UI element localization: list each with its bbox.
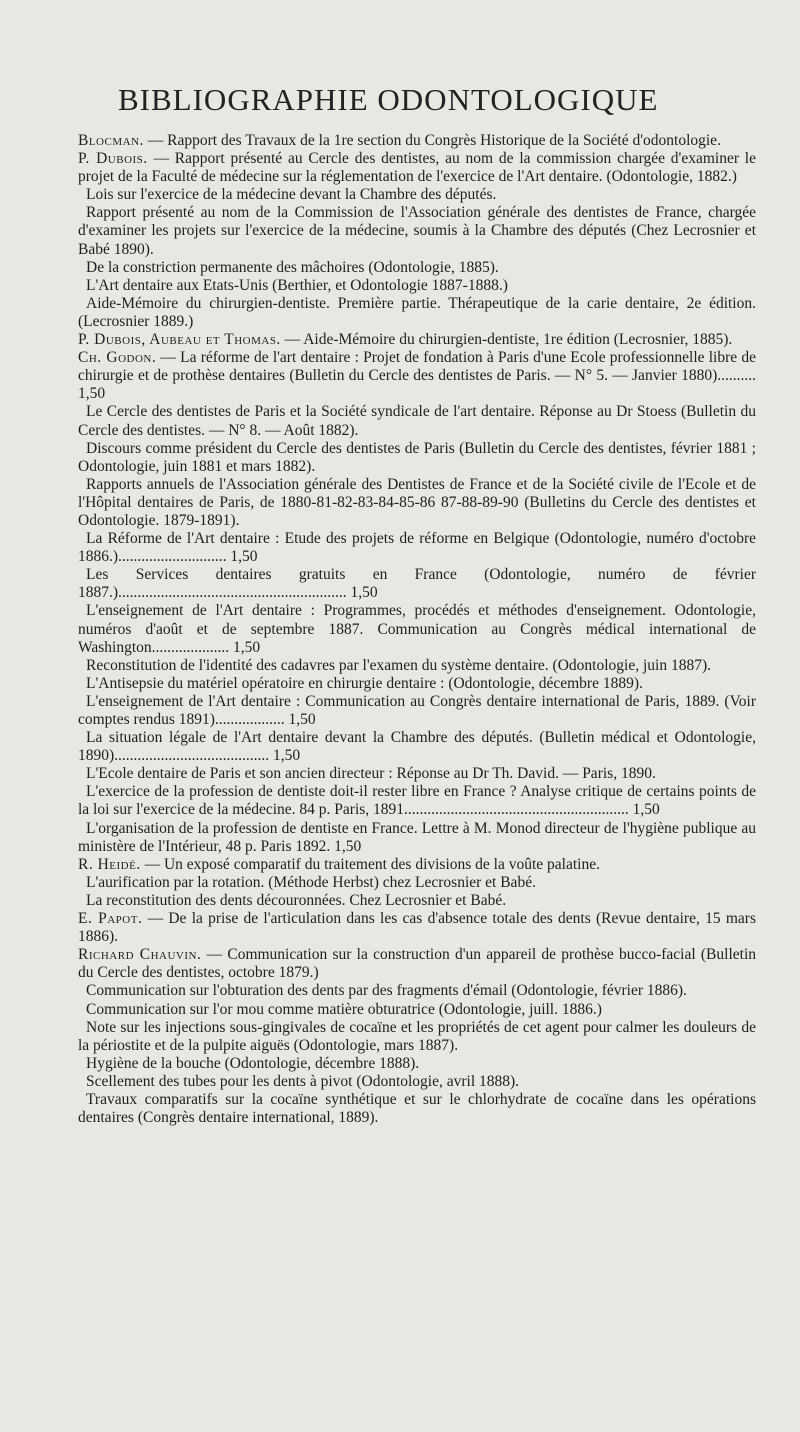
- bibliography-entry: [78, 295, 756, 331]
- bibliography-entry: [78, 874, 756, 892]
- bibliography-entry: [78, 259, 756, 277]
- entry-author: Ch. Godon.: [78, 349, 157, 367]
- bibliography-entry: [78, 1073, 756, 1091]
- bibliography-entry: [78, 530, 756, 566]
- bibliography-entry: [78, 1019, 756, 1055]
- bibliography-list: [78, 132, 756, 1127]
- bibliography-entry: [78, 440, 756, 476]
- entry-text: L'Art dentaire aux Etats-Unis (Berthier, et Odontologie 1887-1888.): [86, 276, 508, 294]
- entry-text: La situation légale de l'Art dentaire devant la Chambre des députés. (Bulletin médical et Odontologie, 1890)........................................ 1,50: [78, 729, 756, 765]
- bibliography-entry: [78, 403, 756, 439]
- bibliography-entry: [78, 1055, 756, 1073]
- bibliography-entry: [78, 150, 756, 186]
- bibliography-entry: [78, 657, 756, 675]
- entry-text: — Rapport des Travaux de la 1re section du Congrès Historique de la Société d'odontologie.: [143, 132, 721, 149]
- entry-text: Discours comme président du Cercle des dentistes de Paris (Bulletin du Cercle des dentistes, février 1881 ; Odontologie, juin 1881 et mars 1882).: [78, 439, 756, 475]
- bibliography-entry: [78, 946, 756, 982]
- bibliography-entry: [78, 331, 756, 349]
- bibliography-entry: [78, 1091, 756, 1127]
- entry-text: Communication sur l'obturation des dents par des fragments d'émail (Odontologie, février 1886).: [86, 982, 687, 1000]
- bibliography-entry: [78, 566, 756, 602]
- bibliography-entry: [78, 204, 756, 258]
- page-title: BIBLIOGRAPHIE ODONTOLOGIQUE: [118, 82, 659, 117]
- bibliography-entry: [78, 982, 756, 1000]
- entry-text: L'enseignement de l'Art dentaire : Programmes, procédés et méthodes d'enseignement. Odontologie, numéros d'août et de septembre 1887. Communication au Congrès médical international de Washington.................... 1,50: [78, 602, 756, 656]
- entry-author: E. Papot.: [78, 910, 143, 928]
- bibliography-entry: [78, 820, 756, 856]
- entry-author: Richard Chauvin.: [78, 946, 202, 964]
- entry-text: L'Antisepsie du matériel opératoire en chirurgie dentaire : (Odontologie, décembre 1889).: [86, 674, 643, 692]
- bibliography-entry: [78, 783, 756, 819]
- bibliography-entry: [78, 892, 756, 910]
- bibliography-entry: [78, 349, 756, 403]
- entry-text: Le Cercle des dentistes de Paris et la Société syndicale de l'art dentaire. Réponse au Dr Stoess (Bulletin du Cercle des dentistes. — N° 8. — Août 1882).: [78, 403, 756, 439]
- bibliography-entry: [78, 277, 756, 295]
- bibliography-entry: [78, 675, 756, 693]
- entry-author: R. Heidé.: [78, 855, 141, 873]
- entry-text: Scellement des tubes pour les dents à pivot (Odontologie, avril 1888).: [86, 1072, 520, 1090]
- bibliography-entry: [78, 856, 756, 874]
- entry-text: L'aurification par la rotation. (Méthode Herbst) chez Lecrosnier et Babé.: [86, 873, 536, 891]
- bibliography-entry: [78, 186, 756, 204]
- entry-text: — Aide-Mémoire du chirurgien-dentiste, 1re édition (Lecrosnier, 1885).: [280, 331, 733, 349]
- entry-text: L'enseignement de l'Art dentaire : Communication au Congrès dentaire international de Paris, 1889. (Voir comptes rendus 1891).................. 1,50: [78, 692, 756, 728]
- entry-text: Lois sur l'exercice de la médecine devant la Chambre des députés.: [86, 186, 497, 204]
- entry-text: La Réforme de l'Art dentaire : Etude des projets de réforme en Belgique (Odontologie, numéro d'octobre 1886.)............................ 1,50: [78, 530, 756, 566]
- entry-text: L'Ecole dentaire de Paris et son ancien directeur : Réponse au Dr Th. David. — Paris, 1890.: [86, 765, 656, 783]
- entry-text: L'organisation de la profession de dentiste en France. Lettre à M. Monod directeur de l'hygiène publique au ministère de l'Intérieur, 48 p. Paris 1892. 1,50: [78, 819, 756, 855]
- entry-text: Rapport présenté au nom de la Commission de l'Association générale des dentistes de France, chargée d'examiner les projets sur l'exercice de la médecine, soumis à la Chambre des députés (Chez Lecrosnier et Babé 1890).: [78, 204, 756, 258]
- bibliography-entry: [78, 1001, 756, 1019]
- entry-author: P. Dubois, Aubeau et Thomas.: [78, 331, 281, 349]
- entry-text: Rapports annuels de l'Association générale des Dentistes de France et de la Société civile de l'Ecole et de l'Hôpital dentaires de Paris, de 1880-81-82-83-84-85-86 87-88-89-90 (Bulletins du Cercle des dentistes et Odontologie. 1879-1891).: [78, 475, 756, 529]
- entry-text: — Communication sur la construction d'un appareil de prothèse bucco-facial (Bulletin du Cercle des dentistes, octobre 1879.): [78, 946, 756, 982]
- entry-text: Communication sur l'or mou comme matière obturatrice (Odontologie, juill. 1886.): [86, 1000, 602, 1018]
- entry-author: Blocman.: [78, 132, 144, 149]
- bibliography-entry: [78, 476, 756, 530]
- bibliography-entry: [78, 729, 756, 765]
- bibliography-entry: [78, 693, 756, 729]
- bibliography-entry: [78, 132, 756, 150]
- entry-text: Hygiène de la bouche (Odontologie, décembre 1888).: [86, 1054, 420, 1072]
- entry-text: Note sur les injections sous-gingivales de cocaïne et les propriétés de cet agent pour calmer les douleurs de la périostite et de la pulpite aiguës (Odontologie, mars 1887).: [78, 1018, 756, 1054]
- entry-author: P. Dubois.: [78, 150, 148, 168]
- entry-text: Travaux comparatifs sur la cocaïne synthétique et sur le chlorhydrate de cocaïne dans les opérations dentaires (Congrès dentaire international, 1889).: [78, 1090, 756, 1127]
- entry-text: L'exercice de la profession de dentiste doit-il rester libre en France ? Analyse critique de certains points de la loi sur l'exercice de la médecine. 84 p. Paris, 1891.......................................................... 1,50: [78, 783, 756, 819]
- entry-text: De la constriction permanente des mâchoires (Odontologie, 1885).: [86, 258, 499, 276]
- entry-text: — Un exposé comparatif du traitement des divisions de la voûte palatine.: [140, 855, 600, 873]
- entry-text: — De la prise de l'articulation dans les cas d'absence totale des dents (Revue dentaire, 15 mars 1886).: [78, 910, 756, 946]
- entry-text: Reconstitution de l'identité des cadavres par l'examen du système dentaire. (Odontologie, juin 1887).: [86, 656, 711, 674]
- entry-text: Aide-Mémoire du chirurgien-dentiste. Première partie. Thérapeutique de la carie dentaire, 2e édition. (Lecrosnier 1889.): [78, 294, 756, 330]
- bibliography-entry: [78, 765, 756, 783]
- entry-text: La reconstitution des dents découronnées. Chez Lecrosnier et Babé.: [86, 891, 507, 909]
- entry-text: — Rapport présenté au Cercle des dentistes, au nom de la commission chargée d'examiner le projet de la Faculté de médecine sur la réglementation de l'exercice de l'Art dentaire. (Odontologie, 1882.): [78, 150, 756, 186]
- entry-text: Les Services dentaires gratuits en France (Odontologie, numéro de février 1887.)........................................................... 1,50: [78, 566, 756, 602]
- entry-text: — La réforme de l'art dentaire : Projet de fondation à Paris d'une Ecole professionnelle libre de chirurgie et de prothèse dentaires (Bulletin du Cercle des dentistes de Paris. — N° 5. — Janvier 1880).......... 1,50: [78, 349, 756, 403]
- bibliography-entry: [78, 910, 756, 946]
- bibliography-entry: [78, 602, 756, 656]
